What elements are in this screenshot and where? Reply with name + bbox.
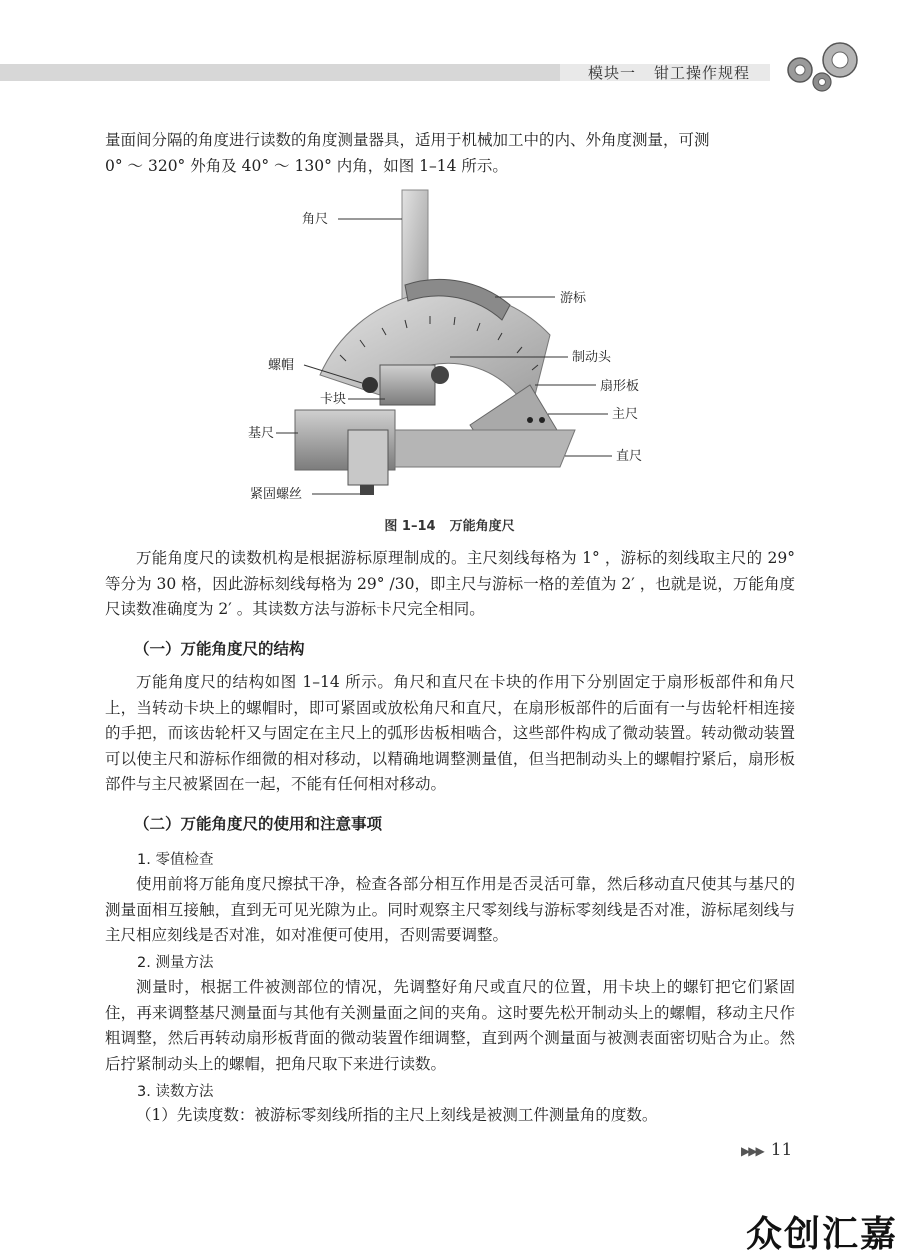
paragraph-zero-check xyxy=(105,872,795,949)
paragraph-reading-mechanism xyxy=(105,546,795,623)
paragraph-reading xyxy=(105,1103,795,1129)
subsection-title-reading: 3. 读数方法 xyxy=(137,1084,214,1100)
label-jichi: 基尺 xyxy=(248,426,275,441)
lock-block xyxy=(348,430,388,485)
figure-caption xyxy=(0,515,899,534)
section-heading-usage: （二）万能角度尺的使用和注意事项 xyxy=(134,815,383,833)
clamp-block xyxy=(380,365,435,405)
intro-line-1: 量面间分隔的角度进行读数的角度测量器具，适用于机械加工中的内、外角度测量，可测 xyxy=(105,131,710,149)
figure-caption-text: 万能角度尺 xyxy=(449,519,515,534)
lock-screw xyxy=(360,485,374,495)
figure-caption-number: 图 1–14 xyxy=(384,519,436,534)
straight-ruler xyxy=(395,430,575,467)
intro-line-2: 0° ～ 320° 外角及 40° ～ 130° 内角，如图 1–14 所示。 xyxy=(105,156,508,175)
label-kakuai: 卡块 xyxy=(320,392,347,407)
paragraph-measurement xyxy=(105,975,795,1077)
watermark: 众创汇嘉 xyxy=(746,1214,899,1255)
brake-head xyxy=(431,366,449,384)
paragraph-text: 测量时，根据工件被测部位的情况，先调整好角尺或直尺的位置，用卡块上的螺钉把它们紧固住，再来调整基尺测量面与其他有关测量面之间的夹角。这时要先松开制动头上的螺帽，移动主尺作粗调整，然后再转动扇形板背面的微动装置作细调整，直到两个测量面与被测表面密切贴合为止。然后拧紧制动头上的螺帽，把角尺取下来进行读数。 xyxy=(105,978,795,1073)
paragraph-text: 万能角度尺的读数机构是根据游标原理制成的。主尺刻线每格为 1° ，游标的刻线取主尺的 29° 等分为 30 格，因此游标刻线每格为 29° /30，即主尺与游标一格的差值为 2′ ，也就是说，万能角度尺读数准确度为 2′ 。其读数方法与游标卡尺完全相同。 xyxy=(105,549,795,618)
label-zhuchi: 主尺 xyxy=(612,407,639,422)
label-zhichi: 直尺 xyxy=(616,449,643,464)
section-heading-structure: （一）万能角度尺的结构 xyxy=(134,640,305,658)
page-number xyxy=(741,1140,792,1160)
paragraph-structure xyxy=(105,670,795,798)
label-luomao: 螺帽 xyxy=(268,358,295,373)
running-header xyxy=(588,62,750,83)
header-module: 模块一 xyxy=(588,64,637,82)
nut xyxy=(362,377,378,393)
page-number-value: 11 xyxy=(770,1140,793,1160)
label-jinguluosi: 紧固螺丝 xyxy=(250,487,303,502)
subsection-title-measurement: 2. 测量方法 xyxy=(137,955,214,971)
label-zhidongtou: 制动头 xyxy=(572,350,612,365)
triple-arrow-icon: ▶▶▶ xyxy=(741,1144,763,1158)
label-shanxingban: 扇形板 xyxy=(600,379,640,394)
paragraph-text: （1）先读度数：被游标零刻线所指的主尺上刻线是被测工件测量角的度数。 xyxy=(136,1106,658,1124)
paragraph-text: 使用前将万能角度尺擦拭干净，检查各部分相互作用是否灵活可靠，然后移动直尺使其与基尺的测量面相互接触，直到无可见光隙为止。同时观察主尺零刻线与游标零刻线是否对准，游标尾刻线与主尺相应刻线是否对准，如对准便可使用，否则需要调整。 xyxy=(105,875,795,944)
gears-icon xyxy=(770,40,870,95)
label-youbiao: 游标 xyxy=(560,291,587,306)
header-bar xyxy=(0,64,560,81)
figure-protractor xyxy=(230,185,670,505)
intro-paragraph xyxy=(105,128,795,179)
paragraph-text: 万能角度尺的结构如图 1–14 所示。角尺和直尺在卡块的作用下分别固定于扇形板部件和角尺上，当转动卡块上的螺帽时，即可紧固或放松角尺和直尺，在扇形板部件的后面有一与齿轮杆相连接的手把，而该齿轮杆又与固定在主尺上的弧形齿板相啮合，这些部件构成了微动装置。转动微动装置可以使主尺和游标作细微的相对移动，以精确地调整测量值，但当把制动头上的螺帽拧紧后，扇形板部件与主尺被紧固在一起，不能有任何相对移动。 xyxy=(105,673,795,793)
subsection-title-zero-check: 1. 零值检查 xyxy=(137,852,214,868)
header-title: 钳工操作规程 xyxy=(654,64,751,82)
label-jiaochi: 角尺 xyxy=(302,212,329,227)
